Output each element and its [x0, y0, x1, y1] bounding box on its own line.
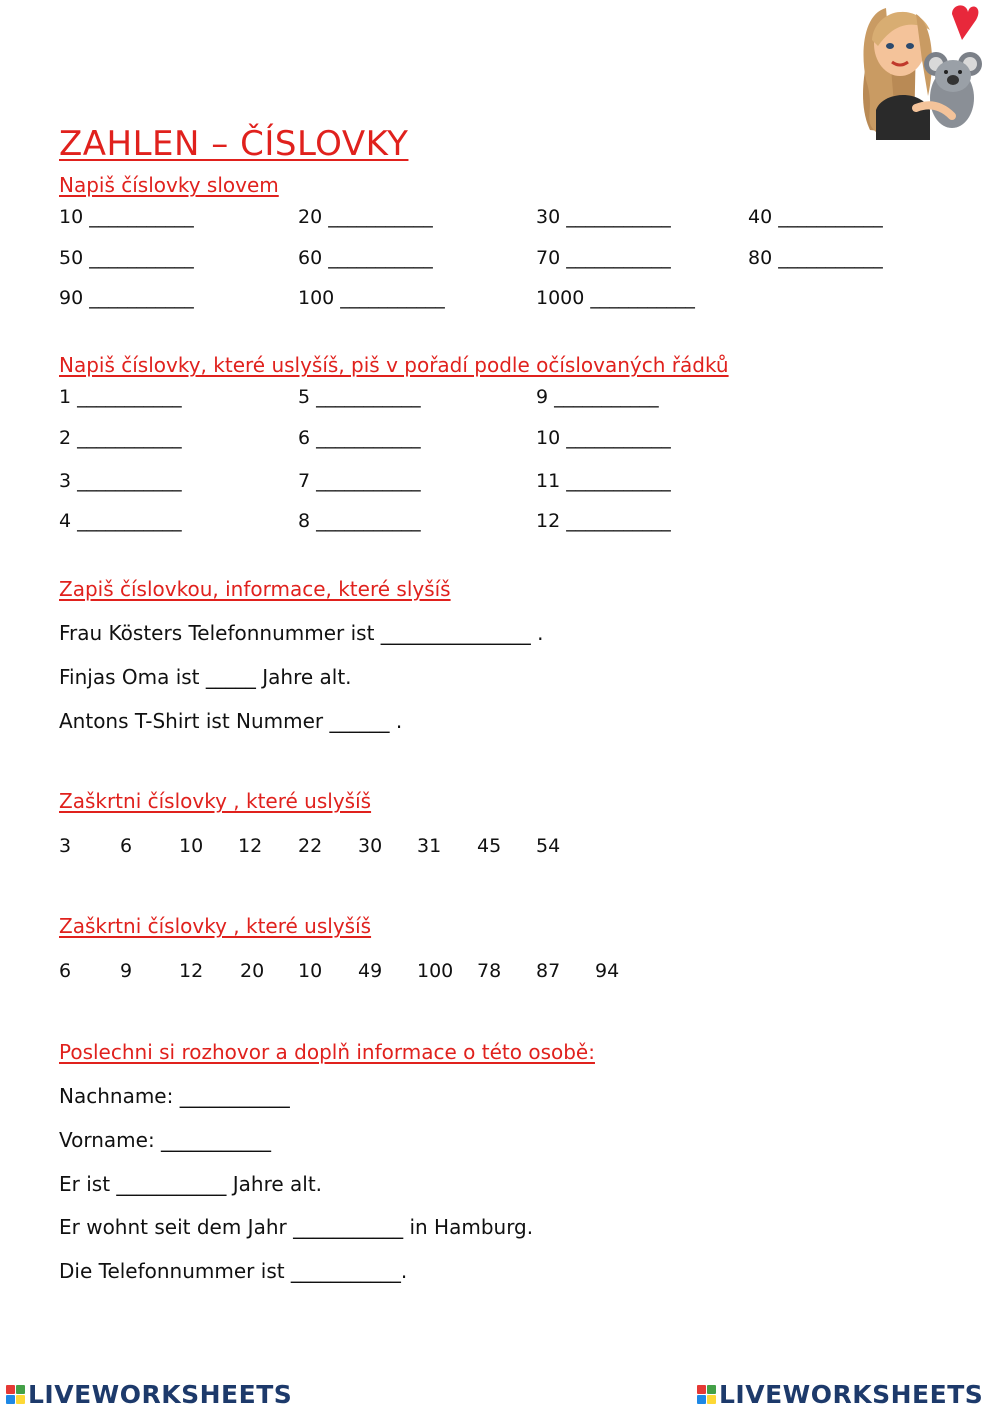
telefon-field[interactable]: Die Telefonnummer ist ___________.	[59, 1259, 408, 1283]
check-number[interactable]: 6	[59, 960, 72, 982]
word-item-40[interactable]: 40 ___________	[748, 206, 883, 228]
word-item-90[interactable]: 90 ___________	[59, 287, 194, 309]
word-item-30[interactable]: 30 ___________	[536, 206, 671, 228]
check-number[interactable]: 12	[238, 835, 263, 857]
listen-item-4[interactable]: 4 ___________	[59, 510, 182, 532]
word-item-80[interactable]: 80 ___________	[748, 247, 883, 269]
listen-item-2[interactable]: 2 ___________	[59, 427, 182, 449]
liveworksheets-logo-icon	[697, 1385, 717, 1405]
section2-heading: Napiš číslovky, které uslyšíš, piš v pořadí podle očíslovaných řádků	[59, 353, 729, 377]
check-number[interactable]: 54	[536, 835, 561, 857]
check-number[interactable]: 31	[417, 835, 442, 857]
check-number[interactable]: 30	[358, 835, 383, 857]
check-number[interactable]: 10	[179, 835, 204, 857]
check-number[interactable]: 49	[358, 960, 383, 982]
word-item-100[interactable]: 100 ___________	[298, 287, 445, 309]
avatar-with-koala-image	[856, 0, 986, 140]
heart-icon	[952, 5, 978, 40]
word-item-60[interactable]: 60 ___________	[298, 247, 433, 269]
section5-heading: Zaškrtni číslovky , které uslyšíš	[59, 914, 372, 938]
check-number[interactable]: 10	[298, 960, 323, 982]
section4-heading: Zaškrtni číslovky , které uslyšíš	[59, 789, 372, 813]
listen-item-5[interactable]: 5 ___________	[298, 386, 421, 408]
check-number[interactable]: 22	[298, 835, 323, 857]
word-item-70[interactable]: 70 ___________	[536, 247, 671, 269]
check-number[interactable]: 12	[179, 960, 204, 982]
footer-brand-left-text: LIVEWORKSHEETS	[28, 1380, 293, 1409]
section6-heading: Poslechni si rozhovor a doplň informace o této osobě:	[59, 1040, 595, 1064]
year-field[interactable]: Er wohnt seit dem Jahr ___________ in Hamburg.	[59, 1215, 534, 1239]
word-item-50[interactable]: 50 ___________	[59, 247, 194, 269]
page-title: ZAHLEN – ČÍSLOVKY	[59, 124, 409, 164]
listen-item-11[interactable]: 11 ___________	[536, 470, 671, 492]
check-number[interactable]: 87	[536, 960, 561, 982]
check-number[interactable]: 6	[120, 835, 133, 857]
word-item-20[interactable]: 20 ___________	[298, 206, 433, 228]
check-number[interactable]: 45	[477, 835, 502, 857]
section3-heading: Zapiš číslovkou, informace, které slyšíš	[59, 577, 451, 601]
check-number[interactable]: 20	[240, 960, 265, 982]
liveworksheets-logo-icon	[6, 1385, 26, 1405]
section1-heading: Napiš číslovky slovem	[59, 173, 279, 197]
footer-brand-left	[6, 1380, 292, 1409]
listen-item-1[interactable]: 1 ___________	[59, 386, 182, 408]
age-field[interactable]: Er ist ___________ Jahre alt.	[59, 1172, 323, 1196]
oma-age-sentence[interactable]: Finjas Oma ist _____ Jahre alt.	[59, 665, 352, 689]
check-number[interactable]: 100	[417, 960, 454, 982]
check-number[interactable]: 3	[59, 835, 72, 857]
listen-item-7[interactable]: 7 ___________	[298, 470, 421, 492]
vorname-field[interactable]: Vorname: ___________	[59, 1128, 272, 1152]
word-item-10[interactable]: 10 ___________	[59, 206, 194, 228]
check-number[interactable]: 94	[595, 960, 620, 982]
listen-item-6[interactable]: 6 ___________	[298, 427, 421, 449]
word-item-1000[interactable]: 1000 ___________	[536, 287, 695, 309]
phone-sentence[interactable]: Frau Kösters Telefonnummer ist _______________ .	[59, 621, 544, 645]
footer-brand-right-text: LIVEWORKSHEETS	[719, 1380, 984, 1409]
listen-item-8[interactable]: 8 ___________	[298, 510, 421, 532]
footer-brand-right	[697, 1380, 983, 1409]
tshirt-sentence[interactable]: Antons T-Shirt ist Nummer ______ .	[59, 709, 403, 733]
nachname-field[interactable]: Nachname: ___________	[59, 1084, 290, 1108]
check-number[interactable]: 9	[120, 960, 133, 982]
listen-item-3[interactable]: 3 ___________	[59, 470, 182, 492]
check-number[interactable]: 78	[477, 960, 502, 982]
listen-item-9[interactable]: 9 ___________	[536, 386, 659, 408]
listen-item-12[interactable]: 12 ___________	[536, 510, 671, 532]
listen-item-10[interactable]: 10 ___________	[536, 427, 671, 449]
